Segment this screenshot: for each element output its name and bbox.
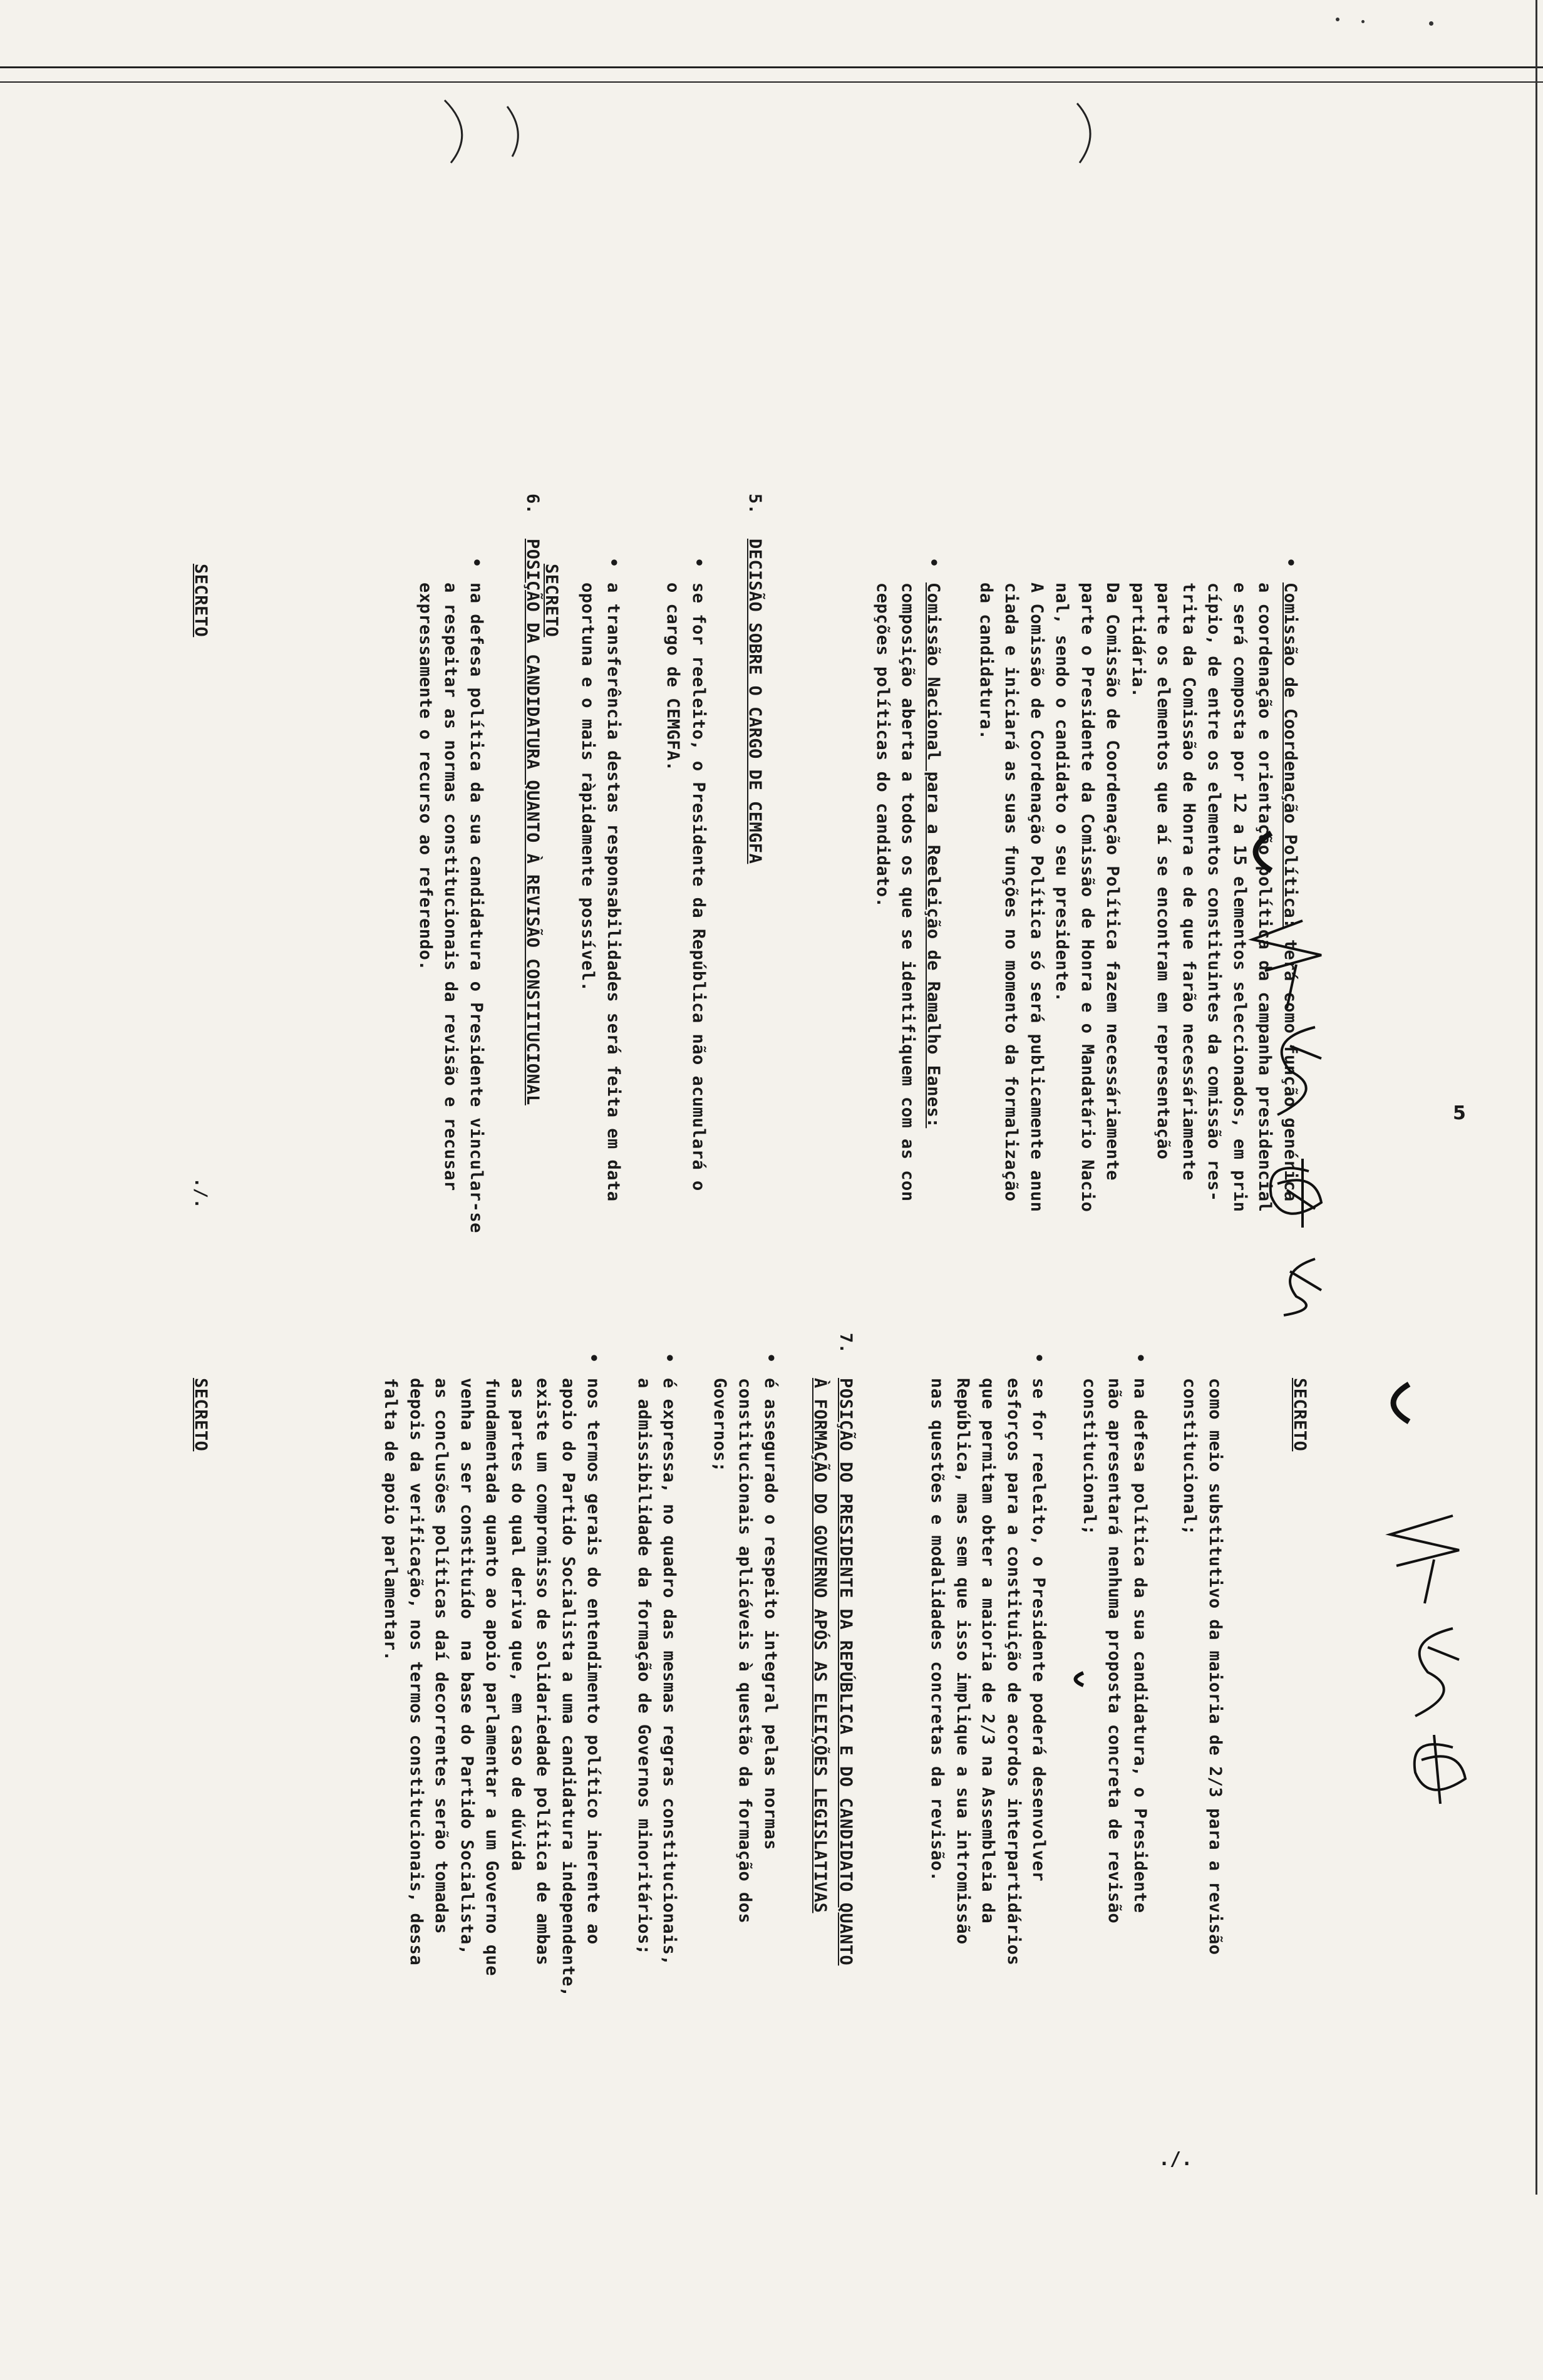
text-line: depois da verificação, nos termos constitucionais, dessa <box>406 1378 426 1966</box>
line-text: Da Comissão de Coordenação Política fazem necessáriamente <box>1103 582 1123 1181</box>
scan-speck <box>1361 20 1365 23</box>
line-text: cípio, de entre os elementos constituintes da comissão res- <box>1204 582 1224 1202</box>
bullet-item <box>631 1353 682 2380</box>
bullet-dot: • <box>584 1353 604 1363</box>
bullet-dot: • <box>924 557 943 568</box>
line-text: partidária. <box>1128 582 1148 698</box>
section-title-line: POSIÇÃO DO PRESIDENTE DA REPÚBLICA E DO CANDIDATO QUANTO <box>836 1378 855 1966</box>
section-title-line: À FORMAÇÃO DO GOVERNO APÓS AS ELEIÇÕES LEGISLATIVAS <box>810 1378 830 1913</box>
text-line: na defesa política da sua candidatura o Presidente vincular-se <box>467 582 486 1233</box>
text-line: não apresentará nenhuma proposta concreta de revisão <box>1105 1378 1125 1924</box>
revision-bullets <box>899 1353 1152 2380</box>
text-line: se for reeleito, o Presidente da República não acumulará o <box>689 582 708 1191</box>
left-page-footer: SECRETO <box>191 564 210 638</box>
text-line: República, mas sem que isso implique a sua intromissão <box>953 1378 973 1945</box>
right-border-line <box>1535 0 1537 2195</box>
line-text: composição aberta a todos os que se identifiquem com as con <box>898 582 918 1202</box>
section-number: 6. <box>523 494 542 515</box>
text-line <box>1150 582 1176 1585</box>
text-line: o cargo de CEMGFA. <box>663 582 683 772</box>
line-text: ciada e iniciará as suas funções no momento da formalização <box>1001 582 1021 1202</box>
continuation-mark-right: ./. <box>1159 2148 1193 2170</box>
bullet-item <box>1076 1353 1153 2380</box>
bullet-dot: • <box>659 1353 679 1363</box>
text-line: expressamente o recurso ao referendo. <box>416 582 435 971</box>
text-line: esforços para a constituição de acordos interpartidários <box>1004 1378 1023 1966</box>
text-line: como meio substitutivo da maioria de 2/3 para a revisão <box>1205 1378 1225 1955</box>
right-page-header: SECRETO <box>1290 1378 1309 1452</box>
line-text: da candidatura. <box>976 582 996 740</box>
bullet-dot: • <box>1029 1353 1049 1363</box>
punch-mark-right <box>1065 94 1115 172</box>
text-line <box>870 582 895 1585</box>
text-line: é assegurado o respeito integral pelas normas <box>761 1378 780 1850</box>
text-line: falta de apoio parlamentar. <box>381 1378 401 1662</box>
section-title: POSIÇÃO DA CANDIDATURA QUANTO À REVISÃO CONSTITUCIONAL <box>523 539 542 1105</box>
bullet-item <box>924 1353 1051 2380</box>
scan-speck <box>1429 21 1433 26</box>
intro-lines <box>1177 1378 1227 2380</box>
section-title: DECISÃO SOBRE O CARGO DE CEMGFA <box>745 539 765 864</box>
line-text: cepções políticas do candidato. <box>873 582 892 908</box>
left-page-header: SECRETO <box>542 564 561 638</box>
underlined-heading: Comissão de Coordenação Política: <box>1281 582 1300 929</box>
text-line: nos termos gerais do entendimento político inerente ao <box>584 1378 604 1945</box>
section-7-bullets <box>353 1353 783 2380</box>
line-text: A Comissão de Coordenação Política só será publicamente anun <box>1027 582 1046 1213</box>
top-border-line-secondary <box>0 81 1543 83</box>
line-text: parte os elementos que aí se encontram em representação <box>1153 582 1174 1160</box>
page-number: 5 <box>1453 1102 1466 1124</box>
text-line: existe um compromisso de solidariedade política de ambas <box>533 1378 553 1966</box>
bullet-dot: • <box>1281 557 1300 568</box>
text-line: a admissibilidade da formação de Governos minoritários; <box>634 1378 654 1955</box>
bullet-dot: • <box>689 557 708 568</box>
line-text: parte o Presidente da Comissão de Honra e o Mandatário Nacio <box>1078 582 1097 1213</box>
section-number: 7. <box>836 1333 855 1354</box>
section-7 <box>807 1333 858 2380</box>
text-line: as conclusões políticas daí decorrentes serão tomadas <box>431 1378 452 1935</box>
text-line: venha a ser constituído na base do Partido Socialista, <box>457 1378 477 1955</box>
bullet-dot: • <box>604 557 623 568</box>
line-text: e será composta por 12 a 15 elementos seleccionados, em prin <box>1230 582 1249 1213</box>
underlined-heading: Comissão Nacional para a Reeleição de Ramalho Eanes: <box>924 582 943 1129</box>
scan-speck <box>1336 18 1339 21</box>
bullet-item <box>707 1353 783 2380</box>
bullet-dot: • <box>1130 1353 1150 1363</box>
text-line: constitucional; <box>1180 1378 1200 1536</box>
handwritten-initials-left-page <box>1227 820 1365 1324</box>
line-text: a coordenação e orientação política da campanha presidencial <box>1255 582 1275 1213</box>
bullet-item <box>378 1353 606 2380</box>
text-line: na defesa política da sua candidatura, o Presidente <box>1130 1378 1150 1913</box>
text-line: constitucional; <box>1080 1378 1099 1536</box>
handwritten-initials-right-page <box>1365 1372 1503 1813</box>
section-number: 5. <box>745 494 765 515</box>
top-border-line <box>0 66 1543 68</box>
text-line: a transferência destas responsabilidades será feita em data <box>604 582 623 1202</box>
text-line: que permitam obter a maioria de 2/3 na Assembleia da <box>978 1378 998 1924</box>
text-line: Governos; <box>710 1378 730 1472</box>
text-line: fundamentada quanto ao apoio parlamentar a um Governo que <box>482 1378 502 1977</box>
text-line: nas questões e modalidades concretas da revisão. <box>927 1378 947 1882</box>
paper-mark <box>1065 1666 1090 1695</box>
text-line: oportuna e o mais ràpidamente possível. <box>578 582 598 992</box>
text-line: apoio do Partido Socialista a uma candidatura independente, <box>559 1378 578 1997</box>
right-page-footer: SECRETO <box>191 1378 210 1452</box>
line-text: terá como função genérica <box>1281 928 1300 1202</box>
text-line: as partes do qual deriva que, em caso de dúvida <box>508 1378 527 1871</box>
punch-mark-left <box>432 94 557 172</box>
line-text: trita da Comissão de Honra e de que farão necessáriamente <box>1179 582 1199 1181</box>
line-text: nal, sendo o candidato o seu presidente. <box>1052 582 1072 1003</box>
text-line: é expressa, no quadro das mesmas regras constitucionais, <box>659 1378 679 1966</box>
continuation-mark: ./. <box>191 1177 210 1209</box>
bullet-dot: • <box>467 557 486 568</box>
section-title <box>807 1378 858 2380</box>
bullet-dot: • <box>761 1353 780 1363</box>
text-line: a respeitar as normas constitucionais da revisão e recusar <box>441 582 461 1191</box>
text-line: se for reeleito, o Presidente poderá desenvolver <box>1029 1378 1049 1882</box>
text-line: constitucionais aplicáveis à questão da formação dos <box>735 1378 755 1924</box>
